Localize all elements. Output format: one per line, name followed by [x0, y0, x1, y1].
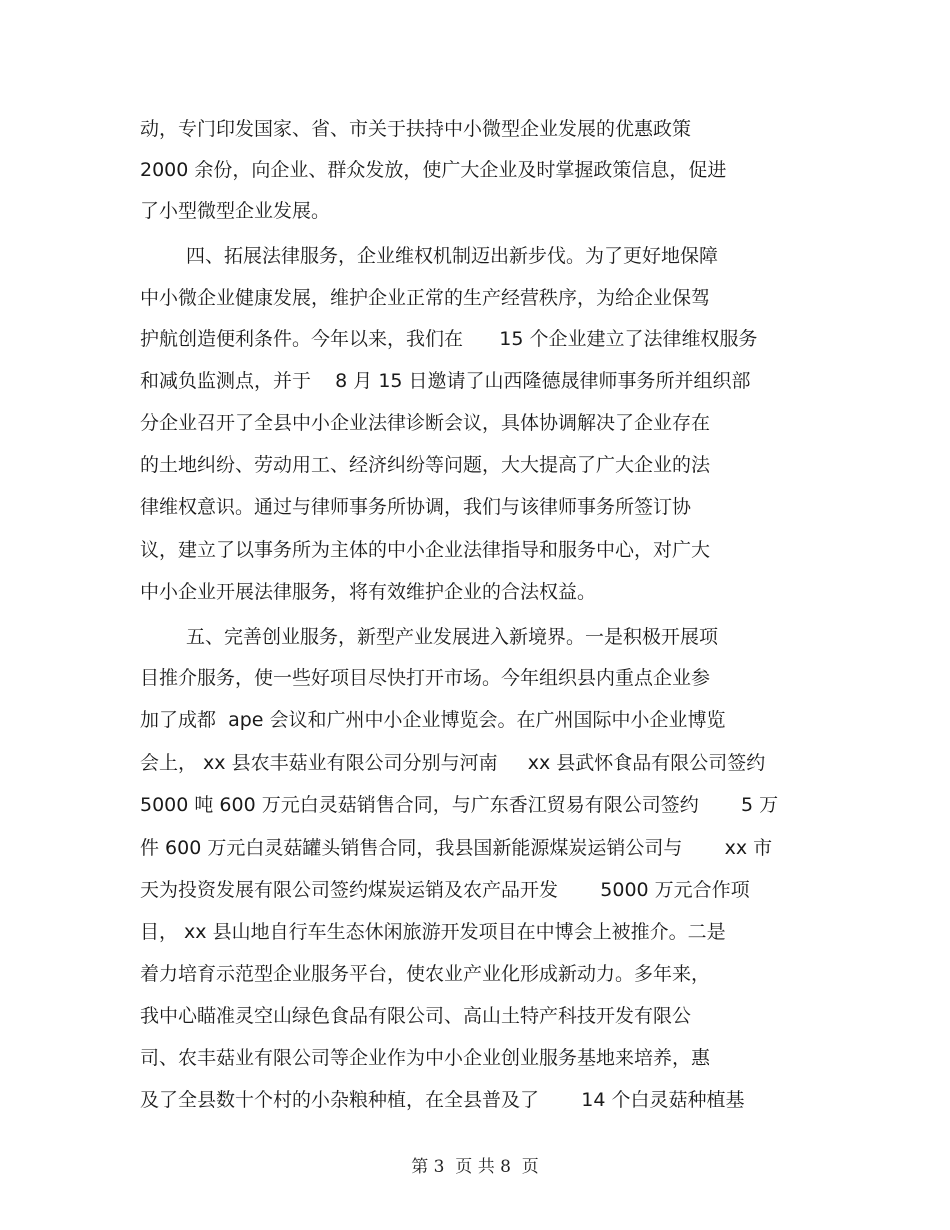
text-line: 律维权意识。通过与律师事务所协调，我们与该律师事务所签订协 — [140, 496, 692, 518]
paragraph-heading-four: 四、拓展法律服务，企业维权机制迈出新步伐。为了更好地保障 — [186, 245, 719, 267]
text-line: 中小企业开展法律服务，将有效维护企业的合法权益。 — [140, 581, 597, 603]
text-line: 议，建立了以事务所为主体的中小企业法律指导和服务中心，对广大 — [140, 539, 711, 561]
text-line: 我中心瞄准灵空山绿色食品有限公司、高山土特产科技开发有限公 — [140, 1005, 692, 1027]
text-line: 了小型微型企业发展。 — [140, 200, 331, 222]
text-line: 天为投资发展有限公司签约煤炭运销及农产品开发 5000 万元合作项 — [140, 879, 750, 901]
text-line: 件 600 万元白灵菇罐头销售合同，我县国新能源煤炭运销公司与 xx 市 — [140, 837, 773, 859]
text-line: 着力培育示范型企业服务平台，使农业产业化形成新动力。多年来， — [140, 963, 711, 985]
text-line: 和减负监测点，并于 8 月 15 日邀请了山西隆德晟律师事务所并组织部 — [140, 370, 751, 392]
text-line: 目， xx 县山地自行车生态休闲旅游开发项目在中博会上被推介。二是 — [140, 921, 726, 943]
text-line: 会上， xx 县农丰菇业有限公司分别与河南 xx 县武怀食品有限公司签约 — [140, 752, 766, 774]
text-line: 司、农丰菇业有限公司等企业作为中小企业创业服务基地来培养，惠 — [140, 1047, 711, 1069]
text-line: 的土地纠纷、劳动用工、经济纠纷等问题，大大提高了广大企业的法 — [140, 454, 711, 476]
text-line: 加了成都 ape 会议和广州中小企业博览会。在广州国际中小企业博览 — [140, 709, 726, 731]
page-number-footer: 第 3 页 共 8 页 — [411, 1157, 539, 1177]
paragraph-heading-five: 五、完善创业服务，新型产业发展进入新境界。一是积极开展项 — [186, 626, 719, 648]
text-line: 中小微企业健康发展，维护企业正常的生产经营秩序，为给企业保驾 — [140, 287, 711, 309]
text-line: 护航创造便利条件。今年以来，我们在 15 个企业建立了法律维权服务 — [140, 328, 758, 350]
text-line: 分企业召开了全县中小企业法律诊断会议，具体协调解决了企业存在 — [140, 412, 711, 434]
text-line: 目推介服务，使一些好项目尽快打开市场。今年组织县内重点企业参 — [140, 667, 711, 689]
text-line: 动，专门印发国家、省、市关于扶持中小微型企业发展的优惠政策 — [140, 118, 692, 140]
text-line: 2000 余份，向企业、群众发放，使广大企业及时掌握政策信息，促进 — [140, 159, 727, 181]
text-line: 5000 吨 600 万元白灵菇销售合同，与广东香江贸易有限公司签约 5 万 — [140, 794, 779, 816]
text-line: 及了全县数十个村的小杂粮种植，在全县普及了 14 个白灵菇种植基 — [140, 1089, 745, 1111]
